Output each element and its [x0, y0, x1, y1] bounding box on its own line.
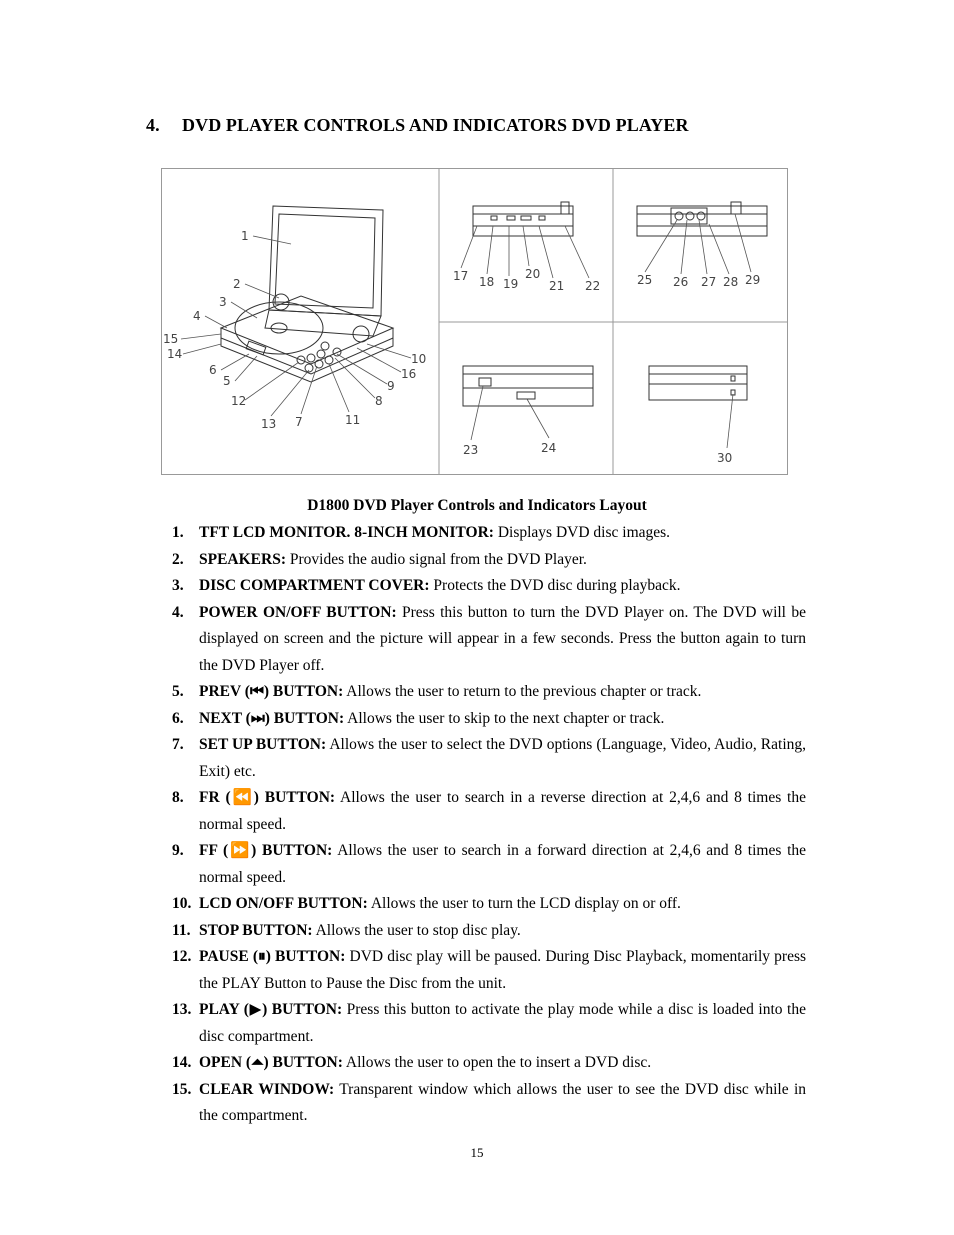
callout-25: 25 [637, 273, 653, 287]
list-item [172, 997, 806, 1050]
right-side-leader-lines [727, 394, 733, 448]
callout-6: 6 [209, 363, 217, 377]
right-side-drawing [649, 366, 747, 400]
item-label: FR (⏪) BUTTON: [199, 789, 336, 806]
front-edge-drawing [473, 202, 573, 236]
item-number: 11. [172, 921, 191, 939]
callout-7: 7 [295, 415, 303, 429]
list-item [172, 1077, 806, 1130]
callout-3: 3 [219, 295, 227, 309]
item-label: NEXT (⏭) BUTTON: [199, 709, 345, 727]
callout-18: 18 [479, 275, 495, 289]
callout-2: 2 [233, 277, 241, 291]
callout-22: 22 [585, 279, 601, 293]
item-label: POWER ON/OFF BUTTON: [199, 603, 397, 621]
item-number: 5. [172, 683, 184, 700]
item-description: Transparent window which allows the user to see the DVD disc while in the compartment. [199, 1080, 806, 1124]
item-description: DVD disc play will be paused. During Disc Playback, momentarily press the PLAY Button to Pause the Disc from the unit. [199, 948, 807, 992]
callout-23: 23 [463, 443, 479, 457]
front-edge-callouts [453, 267, 600, 293]
callout-26: 26 [673, 275, 689, 289]
item-description: Allows the user to select the DVD options (Language, Video, Audio, Rating, Exit) etc. [199, 736, 806, 780]
callout-13: 13 [261, 417, 277, 431]
callout-29: 29 [745, 273, 761, 287]
item-number: 7. [172, 736, 184, 753]
callout-10: 10 [411, 352, 427, 366]
list-item [172, 520, 806, 547]
page-number: 15 [470, 1145, 484, 1160]
rear-edge-drawing [637, 202, 767, 236]
item-label: SPEAKERS: [199, 550, 286, 568]
item-number: 12. [172, 948, 192, 965]
rear-edge-callouts [637, 273, 760, 289]
callout-19: 19 [503, 277, 519, 291]
item-number: 3. [172, 577, 184, 594]
list-item [172, 547, 806, 574]
left-side-callouts [463, 441, 556, 457]
section-title: DVD PLAYER CONTROLS AND INDICATORS DVD PLAYER [182, 115, 689, 135]
item-number: 6. [172, 709, 184, 727]
list-item [172, 785, 806, 838]
item-label: LCD ON/OFF BUTTON: [199, 895, 368, 912]
list-item [172, 891, 806, 918]
item-label: FF (⏩) BUTTON: [199, 842, 333, 859]
callout-17: 17 [453, 269, 469, 283]
item-label: PAUSE (⏸) BUTTON: [199, 948, 346, 965]
callout-27: 27 [701, 275, 717, 289]
item-description: Provides the audio signal from the DVD Player. [286, 550, 587, 568]
callout-4: 4 [193, 309, 201, 323]
list-item [172, 1050, 806, 1077]
section-heading [146, 115, 689, 136]
item-description: Allows the user to turn the LCD display on or off. [367, 895, 681, 912]
callout-21: 21 [549, 279, 565, 293]
item-label: OPEN (⏶) BUTTON: [199, 1054, 343, 1071]
callout-12: 12 [231, 394, 247, 408]
callout-8: 8 [375, 394, 383, 408]
item-label: STOP BUTTON: [199, 921, 313, 939]
item-label: PREV (⏮) BUTTON: [199, 683, 344, 700]
list-item [172, 918, 806, 945]
list-item [172, 679, 806, 706]
right-side-callouts [717, 451, 732, 465]
item-number: 10. [172, 895, 192, 912]
callout-5: 5 [223, 374, 231, 388]
diagram-svg [161, 168, 788, 475]
rear-edge-leader-lines [645, 214, 751, 274]
list-item [172, 838, 806, 891]
item-description: Press this button to turn the DVD Player on. The DVD will be displayed on screen and the picture will appear in a few seconds. Press the button again to turn the DVD Player off. [199, 603, 806, 674]
item-description: Allows the user to stop disc play. [312, 921, 521, 939]
item-number: 14. [172, 1054, 192, 1071]
item-description: Protects the DVD disc during playback. [429, 577, 681, 594]
item-label: CLEAR WINDOW: [199, 1080, 335, 1098]
item-description: Displays DVD disc images. [493, 524, 671, 541]
item-label: PLAY (▶) BUTTON: [199, 1001, 343, 1018]
callout-24: 24 [541, 441, 557, 455]
item-number: 9. [172, 842, 184, 859]
item-description: Allows the user to search in a forward direction at 2,4,6 and 8 times the normal speed. [199, 842, 806, 886]
section-number: 4. [146, 115, 160, 135]
item-number: 13. [172, 1001, 192, 1018]
item-number: 1. [172, 524, 184, 541]
list-item [172, 944, 806, 997]
callout-9: 9 [387, 379, 395, 393]
item-description: Allows the user to search in a reverse direction at 2,4,6 and 8 times the normal speed. [199, 789, 806, 833]
item-label: DISC COMPARTMENT COVER: [199, 577, 430, 594]
controls-list [172, 520, 806, 1130]
callout-16: 16 [401, 367, 417, 381]
item-label: SET UP BUTTON: [199, 736, 327, 753]
item-number: 8. [172, 789, 184, 806]
callout-30: 30 [717, 451, 733, 465]
callout-14: 14 [167, 347, 183, 361]
callout-20: 20 [525, 267, 541, 281]
item-number: 4. [172, 603, 184, 621]
left-side-leader-lines [471, 386, 549, 440]
callout-28: 28 [723, 275, 739, 289]
list-item [172, 706, 806, 733]
figure-caption: D1800 DVD Player Controls and Indicators Layout [307, 497, 647, 514]
controls-diagram [161, 168, 788, 475]
item-description: Allows the user to return to the previous chapter or track. [343, 683, 702, 700]
item-number: 2. [172, 550, 184, 568]
item-label: TFT LCD MONITOR. 8-INCH MONITOR: [199, 524, 494, 541]
item-number: 15. [172, 1080, 192, 1098]
item-description: Press this button to activate the play mode while a disc is loaded into the disc compartment. [199, 1001, 806, 1045]
list-item [172, 573, 806, 600]
list-item [172, 732, 806, 785]
item-description: Allows the user to skip to the next chapter or track. [344, 709, 665, 727]
item-description: Allows the user to open the to insert a DVD disc. [342, 1054, 652, 1071]
callout-15: 15 [163, 332, 179, 346]
list-item [172, 600, 806, 680]
callout-1: 1 [241, 229, 249, 243]
callout-11: 11 [345, 413, 361, 427]
